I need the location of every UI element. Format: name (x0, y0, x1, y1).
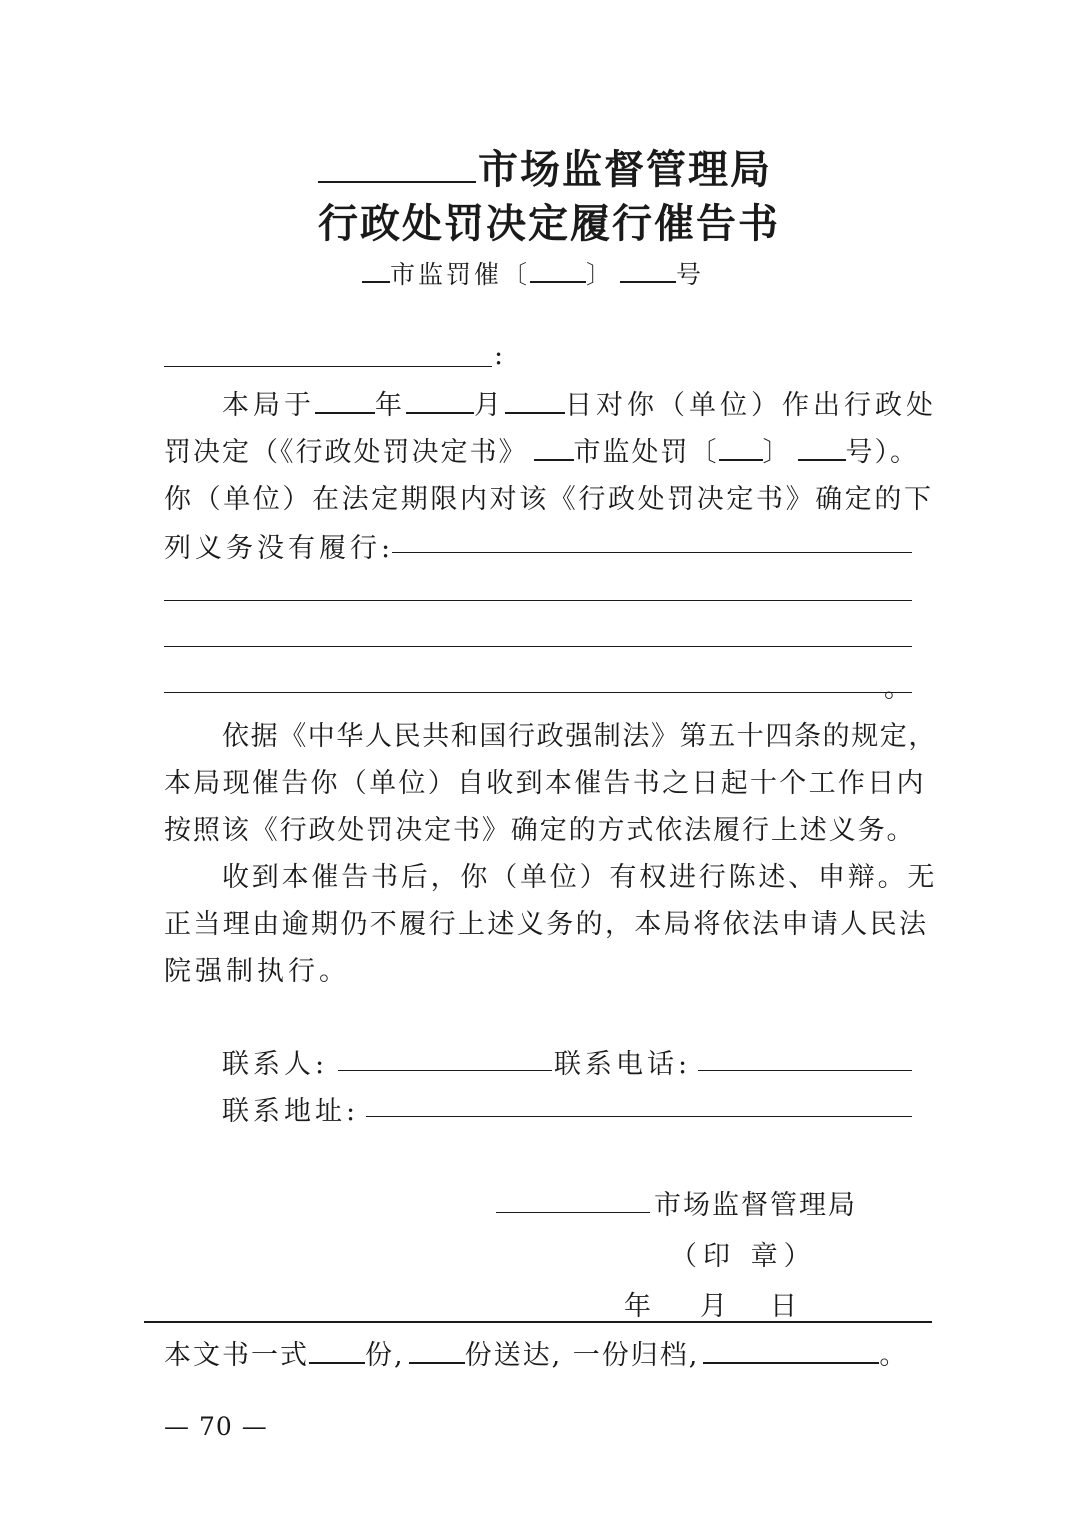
doc-city-blank[interactable] (362, 280, 390, 283)
para1-line3: 你（单位）在法定期限内对该《行政处罚决定书》确定的下 (164, 484, 934, 515)
signature-agency: 市场监督管理局 (654, 1190, 857, 1221)
recipient-colon: : (494, 340, 508, 371)
signature-day: 日 (770, 1291, 801, 1322)
title-blank[interactable] (318, 181, 476, 183)
doc-number (362, 255, 704, 291)
footer-copies-b: 份, (365, 1340, 405, 1371)
penalty-month-blank[interactable] (406, 411, 474, 414)
para2-line1: 依据《中华人民共和国行政强制法》第五十四条的规定， (222, 721, 937, 752)
title-line2: 行政处罚决定履行催告书 (318, 200, 780, 247)
penalty-year-blank[interactable] (315, 411, 375, 414)
contact-phone-blank[interactable] (698, 1070, 912, 1071)
doc-year-blank[interactable] (530, 280, 586, 283)
footer-copies (164, 1333, 908, 1372)
signature-seal: （印 章） (670, 1241, 817, 1272)
decision-city-blank[interactable] (534, 458, 574, 461)
page-number: — 70 — (164, 1412, 268, 1441)
para3-line2: 正当理由逾期仍不履行上述义务的，本局将依法申请人民法 (164, 909, 929, 940)
para1-day: 日对你（单位）作出行政处 (565, 390, 937, 421)
para1-decision-prefix: 市监处罚〔 (573, 437, 719, 468)
title-line1: 市场监督管理局 (478, 146, 772, 193)
footer-rule (144, 1321, 932, 1323)
copies-total-blank[interactable] (309, 1361, 365, 1364)
para3-line1: 收到本催告书后，你（单位）有权进行陈述、申辩。无 (222, 862, 938, 893)
para1-line2 (164, 430, 919, 469)
contact-person-label: 联系人: (222, 1049, 329, 1080)
para1-month: 月 (474, 390, 505, 421)
obligation-blank-4[interactable] (164, 692, 912, 693)
para2-line2: 本局现催告你（单位）自收到本催告书之日起十个工作日内 (164, 768, 926, 799)
obligation-blank-1[interactable] (392, 552, 912, 553)
obligation-blank-3[interactable] (164, 646, 912, 647)
para1-line4: 列义务没有履行: (164, 533, 395, 564)
recipient-blank[interactable] (164, 366, 492, 367)
contact-address-blank[interactable] (366, 1116, 912, 1117)
decision-year-blank[interactable] (719, 458, 763, 461)
para1-year: 年 (375, 390, 406, 421)
penalty-day-blank[interactable] (505, 411, 565, 414)
footer-copies-a: 本文书一式 (164, 1340, 309, 1371)
contact-address-label: 联系地址: (222, 1096, 360, 1127)
archive-blank[interactable] (703, 1361, 879, 1364)
para2-line3: 按照该《行政处罚决定书》确定的方式依法履行上述义务。 (164, 815, 916, 846)
decision-seq-blank[interactable] (798, 458, 846, 461)
signature-month: 月 (700, 1291, 731, 1322)
signature-year: 年 (624, 1291, 655, 1322)
copies-served-blank[interactable] (409, 1361, 465, 1364)
doc-number-prefix: 市监罚催〔 (390, 260, 531, 289)
contact-phone-label: 联系电话: (554, 1049, 692, 1080)
para3-line3: 院强制执行。 (164, 956, 350, 987)
para1-decision-mid: 〕 (762, 437, 792, 468)
obligation-blank-2[interactable] (164, 600, 912, 601)
contact-person-blank[interactable] (338, 1070, 552, 1071)
footer-copies-c: 份送达, 一份归档, (464, 1340, 700, 1371)
obligation-period: 。 (884, 673, 915, 704)
para1-text-a: 本局于 (222, 390, 315, 421)
para1-decision-ref: 罚决定（《行政处罚决定书》 (164, 437, 528, 468)
para1-line1 (222, 383, 937, 422)
doc-number-suffix: 号 (676, 260, 705, 289)
footer-period: 。 (879, 1340, 909, 1371)
doc-seq-blank[interactable] (620, 280, 676, 283)
agency-blank[interactable] (496, 1212, 650, 1213)
doc-number-mid: 〕 (586, 260, 615, 289)
para1-decision-suffix: 号）。 (845, 437, 919, 468)
